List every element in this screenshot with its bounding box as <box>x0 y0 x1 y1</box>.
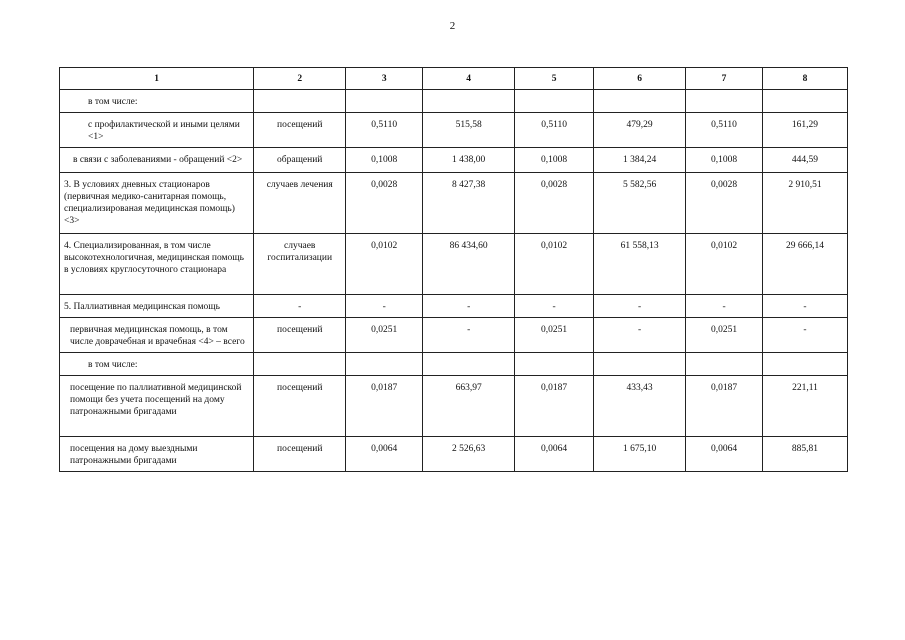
row-label: посещение по паллиативной медицинской помощи без учета посещений на дому патронажными бригадами <box>60 376 254 437</box>
page-number: 2 <box>449 20 456 32</box>
row-label: первичная медицинская помощь, в том числе доврачебная и врачебная <4> – всего <box>60 318 254 353</box>
row-value-8: - <box>762 318 847 353</box>
row-value-3: 0,0187 <box>346 376 423 437</box>
row-unit: посещений <box>254 376 346 437</box>
row-value-8: 444,59 <box>762 148 847 173</box>
row-value-6: 1 675,10 <box>594 437 686 472</box>
row-value-7: 0,0187 <box>686 376 763 437</box>
row-value-8: 29 666,14 <box>762 234 847 295</box>
row-value-6: 1 384,24 <box>594 148 686 173</box>
row-value-8: 2 910,51 <box>762 173 847 234</box>
row-label: посещения на дому выездными патронажными бригадами <box>60 437 254 472</box>
row-value-4: 1 438,00 <box>423 148 515 173</box>
row-value-5: 0,5110 <box>515 113 594 148</box>
row-value-6: 61 558,13 <box>594 234 686 295</box>
header-cell-6: 6 <box>594 68 686 90</box>
row-value-4: 515,58 <box>423 113 515 148</box>
table-row <box>60 318 848 353</box>
row-value-8: 221,11 <box>762 376 847 437</box>
header-cell-2: 2 <box>254 68 346 90</box>
table-row <box>60 353 848 376</box>
row-value-7: 0,5110 <box>686 113 763 148</box>
table-row <box>60 437 848 472</box>
row-value-6 <box>594 90 686 113</box>
row-value-5 <box>515 353 594 376</box>
row-value-7: 0,0251 <box>686 318 763 353</box>
header-cell-7: 7 <box>686 68 763 90</box>
table-row <box>60 148 848 173</box>
row-value-8 <box>762 353 847 376</box>
row-value-8: 161,29 <box>762 113 847 148</box>
row-unit: посещений <box>254 437 346 472</box>
row-value-7: 0,1008 <box>686 148 763 173</box>
row-value-3: 0,5110 <box>346 113 423 148</box>
row-value-5: - <box>515 295 594 318</box>
row-value-6: 433,43 <box>594 376 686 437</box>
row-value-5: 0,0102 <box>515 234 594 295</box>
row-value-7: - <box>686 295 763 318</box>
row-value-4 <box>423 353 515 376</box>
table-row <box>60 234 848 295</box>
header-cell-5: 5 <box>515 68 594 90</box>
row-value-4: 663,97 <box>423 376 515 437</box>
row-label: в связи с заболеваниями - обращений <2> <box>60 148 254 173</box>
row-value-5: 0,0251 <box>515 318 594 353</box>
row-unit <box>254 90 346 113</box>
row-value-3: 0,0102 <box>346 234 423 295</box>
row-value-3: 0,0028 <box>346 173 423 234</box>
row-unit: - <box>254 295 346 318</box>
row-value-5: 0,0028 <box>515 173 594 234</box>
row-unit: посещений <box>254 318 346 353</box>
row-value-5: 0,0064 <box>515 437 594 472</box>
row-unit: случаев госпитализации <box>254 234 346 295</box>
header-cell-4: 4 <box>423 68 515 90</box>
row-value-6: - <box>594 318 686 353</box>
row-value-6: - <box>594 295 686 318</box>
row-value-6 <box>594 353 686 376</box>
row-value-3: 0,0064 <box>346 437 423 472</box>
row-value-4 <box>423 90 515 113</box>
table-row <box>60 90 848 113</box>
row-value-7: 0,0064 <box>686 437 763 472</box>
header-cell-3: 3 <box>346 68 423 90</box>
table-row <box>60 113 848 148</box>
row-label: в том числе: <box>60 353 254 376</box>
row-value-4: - <box>423 295 515 318</box>
row-value-7: 0,0102 <box>686 234 763 295</box>
row-label: 3. В условиях дневных стационаров (первичная медико-санитарная помощь, специализированая медицинская помощь) <3> <box>60 173 254 234</box>
row-unit: обращений <box>254 148 346 173</box>
row-unit: случаев лечения <box>254 173 346 234</box>
row-value-3 <box>346 353 423 376</box>
row-value-5: 0,0187 <box>515 376 594 437</box>
row-label: с профилактической и иными целями <1> <box>60 113 254 148</box>
row-value-7 <box>686 90 763 113</box>
row-value-3: 0,0251 <box>346 318 423 353</box>
row-value-8: 885,81 <box>762 437 847 472</box>
row-value-8 <box>762 90 847 113</box>
row-value-4: 8 427,38 <box>423 173 515 234</box>
row-value-4: 86 434,60 <box>423 234 515 295</box>
row-value-5: 0,1008 <box>515 148 594 173</box>
row-value-7 <box>686 353 763 376</box>
row-label: 4. Специализированная, в том числе высокотехнологичная, медицинская помощь в условиях круглосуточного стационара <box>60 234 254 295</box>
row-value-3 <box>346 90 423 113</box>
row-value-3: - <box>346 295 423 318</box>
row-unit <box>254 353 346 376</box>
row-value-5 <box>515 90 594 113</box>
row-value-6: 5 582,56 <box>594 173 686 234</box>
row-value-3: 0,1008 <box>346 148 423 173</box>
row-value-4: - <box>423 318 515 353</box>
table-row <box>60 173 848 234</box>
row-label: в том числе: <box>60 90 254 113</box>
header-cell-8: 8 <box>762 68 847 90</box>
row-value-4: 2 526,63 <box>423 437 515 472</box>
row-value-7: 0,0028 <box>686 173 763 234</box>
row-value-6: 479,29 <box>594 113 686 148</box>
table-row <box>60 295 848 318</box>
row-value-8: - <box>762 295 847 318</box>
table-header-row <box>60 68 848 90</box>
table-row <box>60 376 848 437</box>
row-unit: посещений <box>254 113 346 148</box>
row-label: 5. Паллиативная медицинская помощь <box>60 295 254 318</box>
header-cell-1: 1 <box>60 68 254 90</box>
tariff-table <box>59 67 848 472</box>
